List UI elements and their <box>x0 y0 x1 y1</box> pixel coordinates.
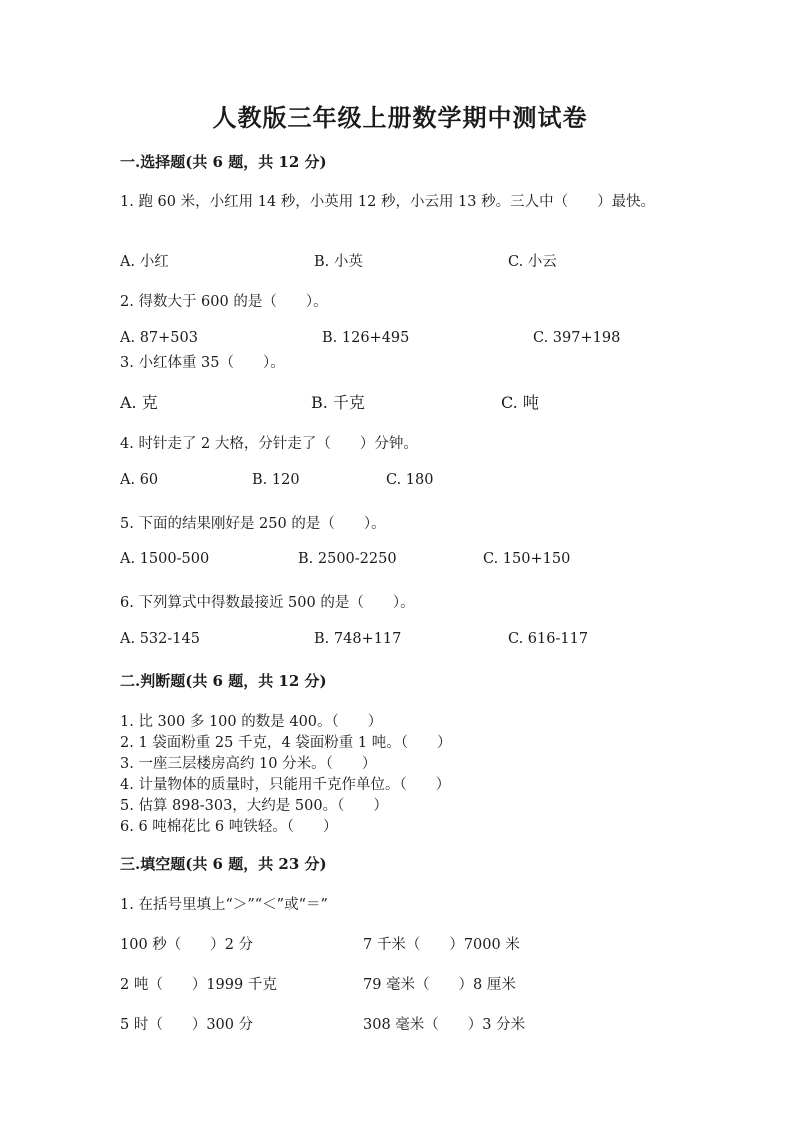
option-c: C. 616-117 <box>508 631 589 647</box>
compare-item: 5 时（ ）300 分 <box>120 1017 254 1033</box>
question-text: 1. 跑 60 米，小红用 14 秒，小英用 12 秒，小云用 13 秒。三人中（ ）最快。 <box>120 194 656 210</box>
option-b: B. 126+495 <box>322 330 410 346</box>
section-heading-judgement: 二.判断题(共 6 题，共 12 分) <box>120 672 327 690</box>
section-heading-fill: 三.填空题(共 6 题，共 23 分) <box>120 855 327 873</box>
option-c: C. 397+198 <box>533 330 621 346</box>
judgement-item: 1. 比 300 多 100 的数是 400。（ ） <box>120 714 383 730</box>
option-a: A. 1500-500 <box>120 551 210 567</box>
compare-item: 2 吨（ ）1999 千克 <box>120 977 277 993</box>
option-c: C. 150+150 <box>483 551 571 567</box>
page-title: 人教版三年级上册数学期中测试卷 <box>212 103 588 132</box>
compare-item: 79 毫米（ ）8 厘米 <box>363 977 516 993</box>
compare-item: 7 千米（ ）7000 米 <box>363 937 520 953</box>
option-a: A. 小红 <box>120 254 169 270</box>
option-a: A. 87+503 <box>120 330 198 346</box>
judgement-item: 2. 1 袋面粉重 25 千克，4 袋面粉重 1 吨。（ ） <box>120 735 452 751</box>
option-c: C. 小云 <box>508 254 557 270</box>
option-a: A. 532-145 <box>120 631 200 647</box>
option-b: B. 120 <box>252 472 300 488</box>
option-b: B. 748+117 <box>314 631 402 647</box>
judgement-item: 4. 计量物体的质量时，只能用千克作单位。（ ） <box>120 777 451 793</box>
option-a: A. 克 <box>120 393 158 412</box>
compare-item: 308 毫米（ ）3 分米 <box>363 1017 526 1033</box>
option-b: B. 2500-2250 <box>298 551 397 567</box>
question-text: 4. 时针走了 2 大格，分针走了（ ）分钟。 <box>120 436 418 452</box>
option-b: B. 千克 <box>311 393 365 412</box>
option-a: A. 60 <box>120 472 159 488</box>
compare-item: 100 秒（ ）2 分 <box>120 937 254 953</box>
judgement-item: 6. 6 吨棉花比 6 吨铁轻。（ ） <box>120 819 338 835</box>
question-text: 2. 得数大于 600 的是（ ）。 <box>120 294 328 310</box>
option-c: C. 吨 <box>501 393 539 412</box>
judgement-item: 3. 一座三层楼房高约 10 分米。（ ） <box>120 756 377 772</box>
question-text: 5. 下面的结果刚好是 250 的是（ ）。 <box>120 516 386 532</box>
judgement-item: 5. 估算 898-303，大约是 500。（ ） <box>120 798 388 814</box>
question-text: 3. 小红体重 35（ ）。 <box>120 355 285 371</box>
section-heading-choice: 一.选择题(共 6 题，共 12 分) <box>120 153 327 171</box>
question-text: 1. 在括号里填上“＞”“＜”或“＝” <box>120 897 328 913</box>
option-b: B. 小英 <box>314 254 363 270</box>
option-c: C. 180 <box>386 472 434 488</box>
question-text: 6. 下列算式中得数最接近 500 的是（ ）。 <box>120 595 415 611</box>
